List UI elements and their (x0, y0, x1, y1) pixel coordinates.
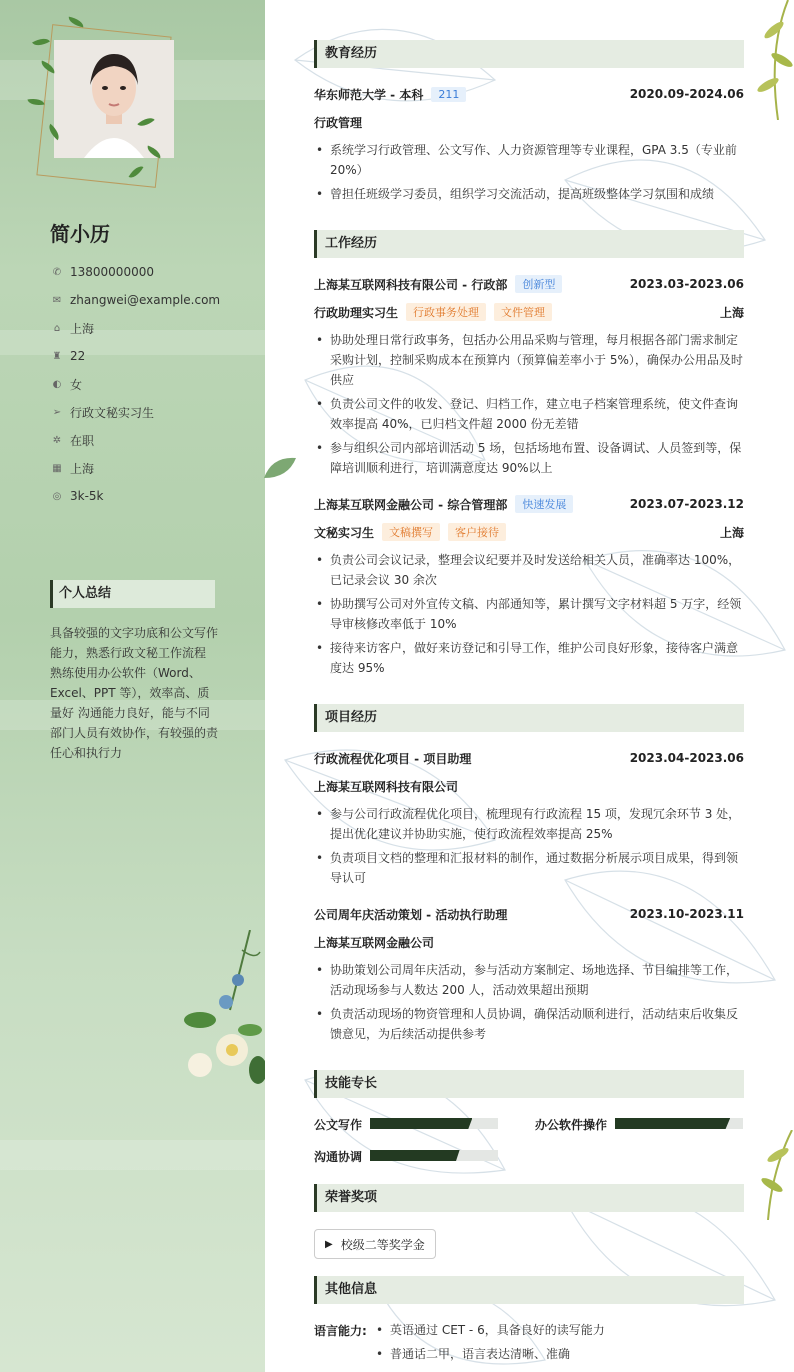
salary-icon: ◎ (52, 490, 62, 502)
list-item: • 协助处理日常行政事务，包括办公用品采购与管理，每月根据各部门需求制定采购计划，控制采购成本在预算内（预算偏差率小于 5%），确保办公用品及时供应 (316, 333, 743, 387)
home-icon: ⌂ (53, 322, 61, 334)
gender-icon: ◐ (52, 378, 62, 390)
skills-heading: 技能专长 (314, 1070, 744, 1098)
contact-status: ✲ 在职 (50, 426, 220, 454)
job-role-row (314, 302, 744, 322)
skill-label: 沟通协调 (314, 1150, 363, 1164)
leaf-pattern-background (265, 0, 794, 1372)
education-major: 行政管理 (314, 115, 363, 130)
school-tag: 211 (431, 87, 466, 102)
list-item: • 接待来访客户，做好来访登记和引导工作，维护公司良好形象，接待客户满意度达 95% (316, 641, 739, 675)
list-item: • 协助撰写公司对外宣传文稿、内部通知等，累计撰写文字材料超 5 万字，经领导审核修改率低于 10% (316, 597, 742, 631)
leaf-decoration (748, 0, 794, 120)
flower-decoration (180, 930, 265, 1088)
contact-phone: ✆ 13800000000 (50, 258, 220, 286)
skill-bar-fill (370, 1118, 472, 1129)
contact-home: ⌂ 上海 (50, 314, 220, 342)
project-org: 上海某互联网金融公司 (314, 935, 435, 950)
contact-gender: ◐ 女 (50, 370, 220, 398)
project-header (314, 748, 744, 768)
job-header (314, 494, 744, 514)
age-icon: ♜ (52, 350, 62, 362)
phone-icon: ✆ (52, 266, 62, 278)
list-item: • 普通话二甲，语言表达清晰、准确 (376, 1347, 571, 1361)
job-header (314, 274, 744, 294)
skill-bar (615, 1118, 743, 1129)
list-item: • 负责项目文档的整理和汇报材料的制作，通过数据分析展示项目成果，得到领导认可 (316, 851, 739, 885)
profile-photo-frame (28, 18, 168, 196)
job-role: 行政助理实习生 (314, 305, 399, 320)
contact-target-job: ➢ 行政文秘实习生 (50, 398, 220, 426)
email-icon: ✉ (52, 294, 62, 306)
education-date: 2020.09-2024.06 (629, 87, 744, 101)
awards-heading: 荣誉奖项 (314, 1184, 744, 1212)
company-tag: 快速发展 (515, 495, 573, 513)
leaf-decoration (32, 35, 50, 50)
job-city: 上海 (719, 305, 744, 320)
list-item: • 系统学习行政管理、公文写作、人力资源管理等专业课程，GPA 3.5（专业前 20%） (316, 143, 737, 177)
job-date: 2023.07-2023.12 (629, 497, 744, 511)
company-name: 上海某互联网科技有限公司 - 行政部 (314, 277, 508, 292)
company-tag: 创新型 (515, 275, 562, 293)
skill-tag: 文件管理 (494, 303, 552, 321)
city-icon: ▦ (52, 462, 62, 474)
status-icon: ✲ (52, 434, 62, 446)
summary-text: 具备较强的文字功底和公文写作能力，熟悉行政文秘工作流程 熟练使用办公软件（Word、Excel、PPT 等），效率高、质量好 沟通能力良好，能与不同部门人员有效协作，有较强的责任心和执行力 (50, 626, 219, 760)
target-icon: ➢ (52, 406, 62, 418)
project-name: 行政流程优化项目 - 项目助理 (314, 751, 472, 766)
list-item: • 负责公司文件的收发、登记、归档工作，建立电子档案管理系统，使文件查询效率提高 40%，已归档文件超 2000 份无差错 (316, 397, 739, 431)
project-name: 公司周年庆活动策划 - 活动执行助理 (314, 907, 508, 922)
skill-label: 办公软件操作 (535, 1118, 608, 1132)
contact-age: ♜ 22 (50, 342, 220, 370)
job-role-row (314, 522, 744, 542)
candidate-name: 简小历 (50, 222, 110, 246)
contact-list (50, 258, 220, 510)
school-name: 华东师范大学 - 本科 (314, 87, 424, 102)
education-heading: 教育经历 (314, 40, 744, 68)
award-item[interactable]: ▶ 校级二等奖学金 (314, 1229, 436, 1259)
skill-bar (370, 1150, 498, 1161)
company-name: 上海某互联网金融公司 - 综合管理部 (314, 497, 508, 512)
leaf-decoration (27, 97, 44, 108)
skill-bar-fill (615, 1118, 730, 1129)
project-date: 2023.10-2023.11 (629, 907, 744, 921)
job-date: 2023.03-2023.06 (629, 277, 744, 291)
skill-bar (370, 1118, 498, 1129)
list-item: • 负责公司会议记录，整理会议纪要并及时发送给相关人员，准确率达 100%，已记录会议 30 余次 (316, 553, 741, 587)
caret-right-icon: ▶ (325, 1238, 333, 1250)
projects-heading: 项目经历 (314, 704, 744, 732)
skill-label: 公文写作 (314, 1118, 363, 1132)
skill-tag: 文稿撰写 (382, 523, 440, 541)
contact-email: ✉ zhangwei@example.com (50, 286, 220, 314)
education-header (314, 84, 744, 104)
contact-city: ▦ 上海 (50, 454, 220, 482)
summary-heading: 个人总结 (50, 580, 215, 608)
list-item: • 曾担任班级学习委员，组织学习交流活动，提高班级整体学习氛围和成绩 (316, 187, 715, 201)
list-item: • 协助策划公司周年庆活动，参与活动方案制定、场地选择、节目编排等工作，活动现场参与人数达 200 人，活动效果超出预期 (316, 963, 739, 997)
list-item: • 英语通过 CET - 6，具备良好的读写能力 (376, 1323, 605, 1337)
leaf-decoration (748, 1130, 794, 1220)
list-item: • 负责活动现场的物资管理和人员协调，确保活动顺利进行，活动结束后收集反馈意见，为后续活动提供参考 (316, 1007, 739, 1041)
contact-salary: ◎ 3k-5k (50, 482, 220, 510)
avatar (54, 40, 174, 158)
project-date: 2023.04-2023.06 (629, 751, 744, 765)
work-heading: 工作经历 (314, 230, 744, 258)
project-org: 上海某互联网科技有限公司 (314, 779, 459, 794)
list-item: • 参与组织公司内部培训活动 5 场，包括场地布置、设备调试、人员签到等，保障培训顺利进行，培训满意度达 90%以上 (316, 441, 742, 475)
project-header (314, 904, 744, 924)
skill-tag: 客户接待 (448, 523, 506, 541)
list-item: • 参与公司行政流程优化项目，梳理现有行政流程 15 项，发现冗余环节 3 处，提出优化建议并协助实施，使行政流程效率提高 25% (316, 807, 741, 841)
skill-tag: 行政事务处理 (406, 303, 486, 321)
job-role: 文秘实习生 (314, 525, 375, 540)
language-label: 语言能力: (314, 1323, 367, 1338)
other-heading: 其他信息 (314, 1276, 744, 1304)
skill-bar-fill (370, 1150, 460, 1161)
job-city: 上海 (719, 525, 744, 540)
leaf-decoration (262, 452, 298, 482)
